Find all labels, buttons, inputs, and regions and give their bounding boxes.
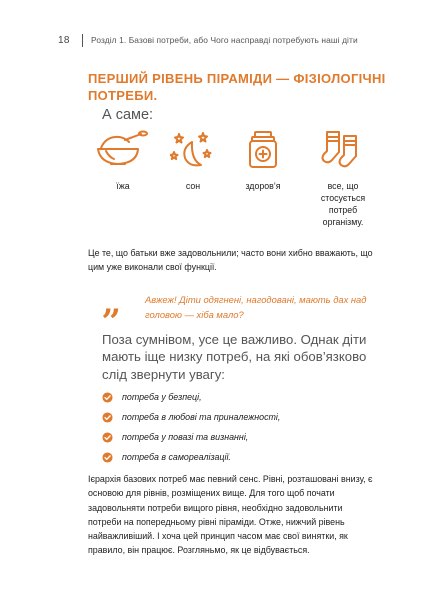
page-number: 18 (58, 34, 70, 46)
list-item-text: потреба у повазі та визнанні, (122, 432, 249, 442)
health-jar-icon (246, 130, 280, 170)
paragraph-hierarchy: Ієрархія базових потреб має певний сенс. Рівні, розташовані внизу, є основою для рівнів, розміщених вище. Для того щоб почати задовольняти потреби вищого рівня, необхідно задовольнити потреби на попередньому рівні піраміди. Отже, нижчий рівень найважливіший. І хоча цей принцип часом має свої винятки, як правило, він працює. Розгляньмо, як це відбувається. (88, 474, 373, 556)
list-item-text: потреба у безпеці, (122, 392, 202, 402)
list-item-text: потреба в самореалізації. (122, 452, 231, 462)
check-bullet-icon (102, 412, 113, 423)
paragraph-parents: Це те, що батьки вже задовольнили; часто вони хибно вважають, що цим уже виконали свої функції. (88, 248, 373, 273)
quote-text: Авжеж! Діти одягнені, нагодовані, мають дах над головою — хіба мало? (145, 294, 367, 320)
food-bowl-icon (95, 130, 151, 170)
running-header (58, 33, 384, 47)
lead-paragraph: Поза сумнівом, усе це важливо. Однак діти мають іще низку потреб, на які обов’язково слід звернути увагу: (102, 332, 367, 382)
header-divider (82, 34, 83, 47)
needs-icon-row (88, 130, 388, 240)
list-item (102, 407, 382, 427)
list-item (102, 427, 382, 447)
quote-mark-icon: „ (102, 283, 119, 323)
icon-label-food: їжа (116, 181, 130, 191)
icon-item-body (298, 130, 388, 228)
list-item-text: потреба в любові та приналежності, (122, 412, 281, 422)
icon-item-sleep (158, 130, 228, 192)
list-item (102, 447, 382, 467)
icon-label-sleep: сон (185, 181, 201, 191)
list-item (102, 387, 382, 407)
intro-label: А саме: (102, 107, 154, 123)
icon-item-food (88, 130, 158, 192)
icon-label-body: все, що стосується потреб організму. (320, 181, 366, 227)
check-bullet-icon (102, 392, 113, 403)
icon-label-health: здоров’я (245, 181, 281, 191)
needs-list (102, 387, 382, 467)
socks-icon (320, 130, 366, 170)
icon-item-health (228, 130, 298, 192)
check-bullet-icon (102, 452, 113, 463)
section-heading: ПЕРШИЙ РІВЕНЬ ПІРАМІДИ — ФІЗІОЛОГІЧНІ ПОТРЕБИ. (88, 71, 386, 103)
running-title: Розділ 1. Базові потреби, або Чого насправді потребують наші діти (91, 35, 358, 45)
sleep-moon-icon (170, 130, 216, 170)
check-bullet-icon (102, 432, 113, 443)
